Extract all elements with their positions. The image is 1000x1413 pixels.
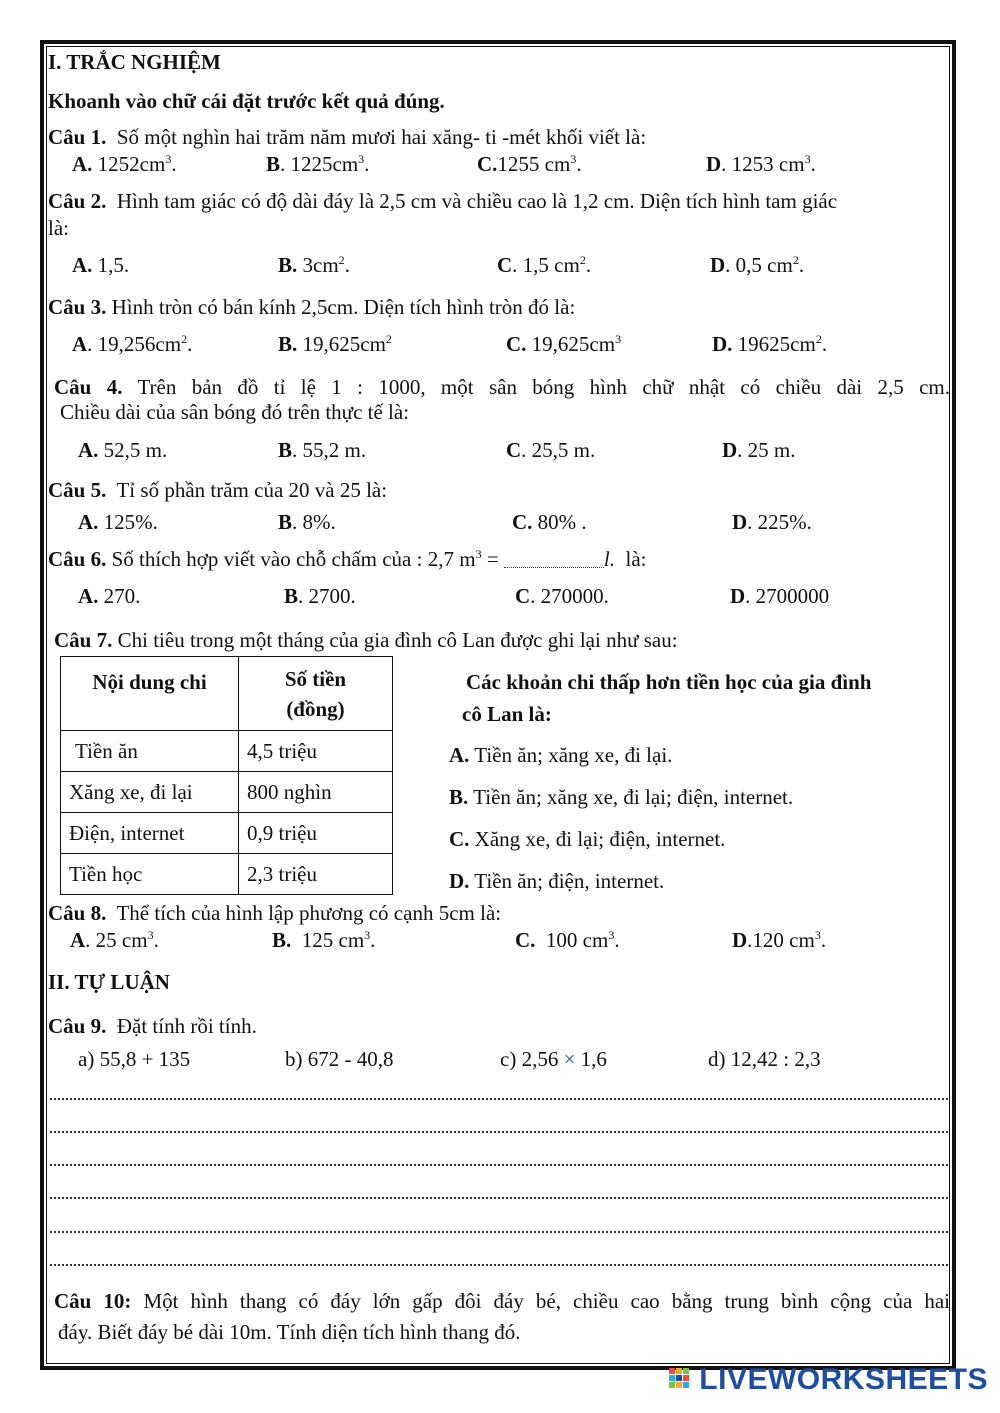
q6-option-c[interactable]: C. 270000.	[515, 584, 609, 608]
table-header-content: Nội dung chi	[61, 657, 239, 731]
table-cell-item: Tiền ăn	[61, 731, 239, 772]
q7-question-line2: cô Lan là:	[462, 702, 552, 726]
q7-option-a[interactable]: A. Tiền ăn; xăng xe, đi lại.	[449, 743, 673, 767]
table-cell-amount: 800 nghìn	[239, 772, 393, 813]
q3-option-b[interactable]: B. $19,625cm^2$	[278, 332, 392, 356]
q2-stem-line2: là:	[48, 216, 69, 240]
q9-item-c: c) 2,56 × 1,6	[500, 1047, 607, 1071]
answer-line[interactable]	[50, 1131, 948, 1133]
q2-stem: Câu 2. Hình tam giác có độ dài đáy là 2,5 cm và chiều cao là 1,2 cm. Diện tích hình tam giác	[48, 189, 838, 213]
q1-text: Số một nghìn hai trăm năm mươi hai xăng- ti -mét khối viết là:	[116, 125, 647, 149]
q9-item-b: b) 672 - 40,8	[285, 1047, 394, 1071]
q4-stem: Câu 4. Trên bản đồ tỉ lệ 1 : 1000, một sân bóng hình chữ nhật có chiều dài 2,5 cm.	[54, 375, 950, 399]
q5-option-c[interactable]: C. 80% .	[512, 510, 587, 534]
q3-option-a[interactable]: A. $19,256cm^2$.	[72, 332, 193, 356]
q2-option-b[interactable]: B. $3cm^2$.	[278, 253, 350, 277]
q6-option-a[interactable]: A. 270.	[78, 584, 141, 608]
answer-line[interactable]	[50, 1164, 948, 1166]
q9-item-a: a) 55,8 + 135	[78, 1047, 191, 1071]
table-cell-amount: 2,3 triệu	[239, 854, 393, 895]
q1-option-b[interactable]: B. $1225cm^3$.	[266, 152, 370, 176]
q8-option-d[interactable]: D.120 $cm^3$.	[732, 928, 827, 952]
q8-option-b[interactable]: B. 125 $cm^3$.	[272, 928, 376, 952]
multiply-icon: ×	[563, 1047, 576, 1071]
q8-option-a[interactable]: A. 25 $cm^3$.	[70, 928, 159, 952]
table-cell-item: Xăng xe, đi lại	[61, 772, 239, 813]
q8-option-c[interactable]: C. 100 $cm^3$.	[515, 928, 620, 952]
answer-line[interactable]	[50, 1197, 948, 1199]
q5-option-d[interactable]: D. 225%.	[732, 510, 812, 534]
q7-stem: Câu 7. Chi tiêu trong một tháng của gia đình cô Lan được ghi lại như sau:	[54, 628, 678, 652]
expense-table	[60, 656, 393, 895]
q4-option-c[interactable]: C. 25,5 m.	[506, 438, 596, 462]
part2-title: II. TỰ LUẬN	[48, 970, 170, 994]
q6-option-b[interactable]: B. 2700.	[284, 584, 356, 608]
q6-stem: Câu 6. Số thích hợp viết vào chỗ chấm của : 2,7 $m^3 = l$. là:	[48, 547, 647, 571]
q1-stem	[48, 124, 646, 150]
q4-option-a[interactable]: A. 52,5 m.	[78, 438, 168, 462]
table-cell-amount: 4,5 triệu	[239, 731, 393, 772]
q8-stem: Câu 8. Thể tích của hình lập phương có cạnh 5cm là:	[48, 901, 502, 925]
q7-question-line1: Các khoản chi thấp hơn tiền học của gia đình	[466, 670, 872, 694]
table-header-row	[61, 657, 393, 731]
q1-label: Câu 1.	[48, 125, 107, 149]
liveworksheets-logo-icon	[669, 1368, 695, 1392]
q6-option-d[interactable]: D. 2700000	[730, 584, 830, 608]
q2-option-c[interactable]: C. 1,5 $cm^2$.	[497, 253, 592, 277]
q5-option-b[interactable]: B. 8%.	[278, 510, 336, 534]
table-row	[61, 854, 393, 895]
q1-option-c[interactable]: C.1255 $cm^3$.	[477, 152, 582, 176]
q7-option-c[interactable]: C. Xăng xe, đi lại; điện, internet.	[449, 827, 726, 851]
q5-stem: Câu 5. Tỉ số phần trăm của 20 và 25 là:	[48, 478, 388, 502]
q3-stem: Câu 3. Hình tròn có bán kính 2,5cm. Diện tích hình tròn đó là:	[48, 295, 576, 319]
q2-option-d[interactable]: D. 0,5 $cm^2$.	[710, 253, 805, 277]
q4-option-d[interactable]: D. 25 m.	[722, 438, 796, 462]
q9-stem: Câu 9. Đặt tính rồi tính.	[48, 1014, 257, 1038]
q2-option-a[interactable]: A. 1,5.	[72, 253, 130, 277]
q3-option-c[interactable]: C. $19,625cm^3$	[506, 332, 622, 356]
instruction: Khoanh vào chữ cái đặt trước kết quả đúng.	[48, 89, 445, 113]
table-row	[61, 813, 393, 854]
liveworksheets-logo	[669, 1363, 988, 1397]
q10-stem-line2: đáy. Biết đáy bé dài 10m. Tính diện tích hình thang đó.	[58, 1320, 521, 1344]
answer-line[interactable]	[50, 1264, 948, 1266]
q9-item-d: d) 12,42 : 2,3	[708, 1047, 821, 1071]
answer-line[interactable]	[50, 1231, 948, 1233]
q4-option-b[interactable]: B. 55,2 m.	[278, 438, 367, 462]
q3-option-d[interactable]: D. $19625cm^2$.	[712, 332, 828, 356]
table-row	[61, 731, 393, 772]
q5-option-a[interactable]: A. 125%.	[78, 510, 158, 534]
part1-title: I. TRẮC NGHIỆM	[48, 50, 221, 74]
table-header-amount: Số tiền (đồng)	[239, 657, 393, 731]
table-cell-item: Tiền học	[61, 854, 239, 895]
table-cell-amount: 0,9 triệu	[239, 813, 393, 854]
q10-stem: Câu 10: Một hình thang có đáy lớn gấp đôi đáy bé, chiều cao bằng trung bình cộng của hai	[54, 1289, 951, 1313]
q1-option-d[interactable]: D. 1253 $cm^3$.	[706, 152, 816, 176]
q1-option-a[interactable]: A. $1252cm^3$.	[72, 152, 177, 176]
q7-option-b[interactable]: B. Tiền ăn; xăng xe, đi lại; điện, internet.	[449, 785, 794, 809]
q4-stem-line2: Chiều dài của sân bóng đó trên thực tế là:	[60, 400, 410, 424]
brand-text: LIVEWORKSHEETS	[699, 1363, 988, 1396]
q6-blank[interactable]	[504, 549, 604, 568]
q7-option-d[interactable]: D. Tiền ăn; điện, internet.	[449, 869, 665, 893]
answer-line[interactable]	[50, 1098, 948, 1100]
table-row	[61, 772, 393, 813]
table-cell-item: Điện, internet	[61, 813, 239, 854]
